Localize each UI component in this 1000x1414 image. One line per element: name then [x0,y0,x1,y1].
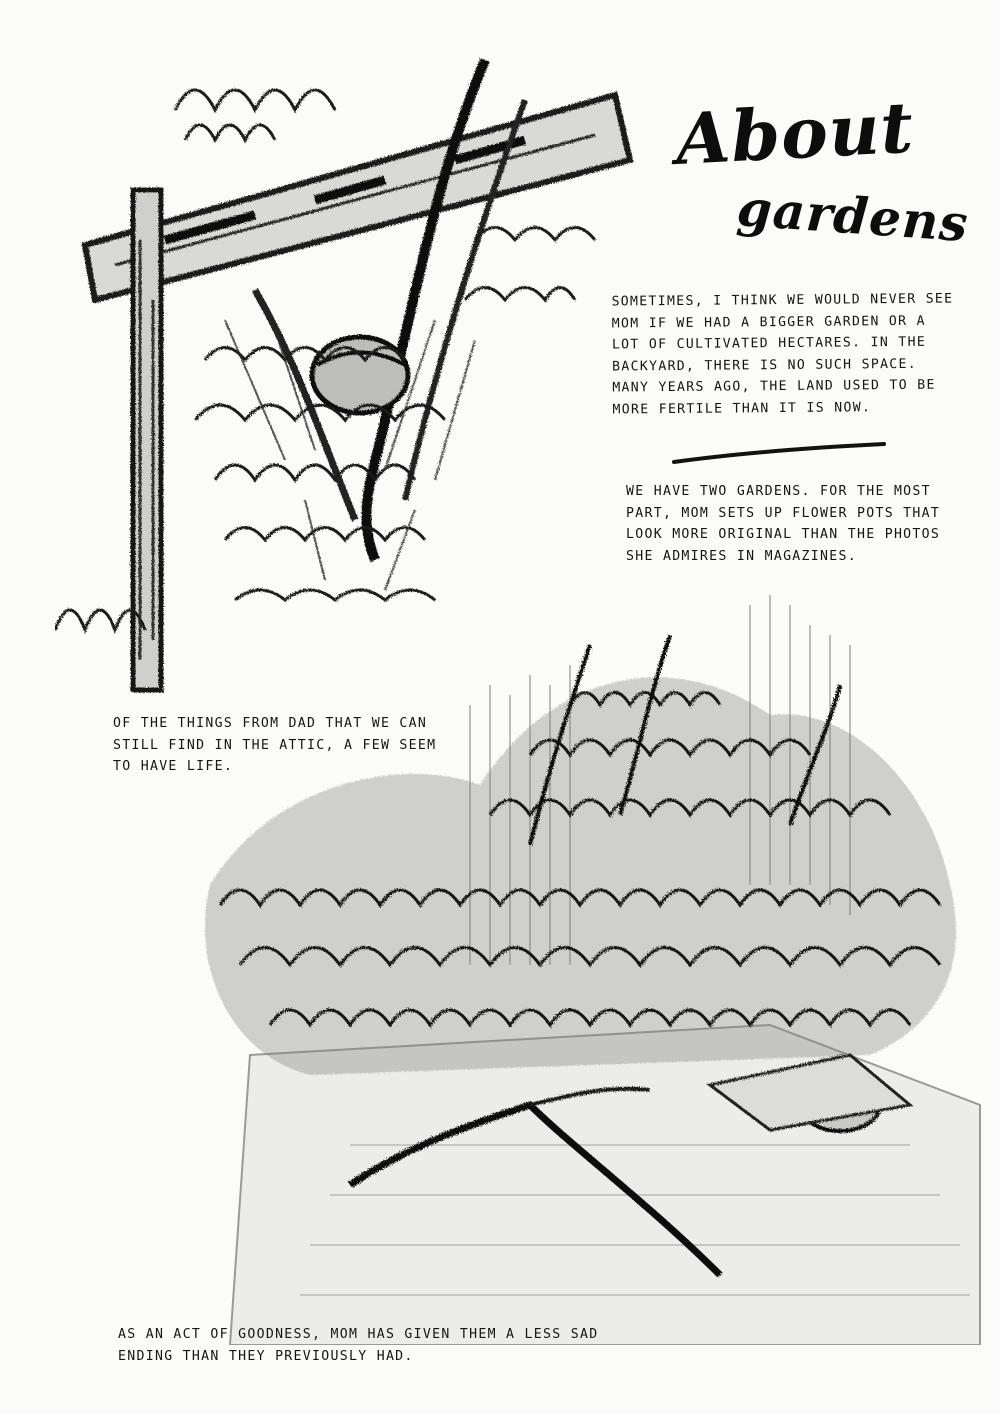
garden-bed-illustration [150,585,990,1345]
paragraph-sometimes: SOMETIMES, I THINK WE WOULD NEVER SEE MOM IF WE HAD A BIGGER GARDEN OR A LOT OF CULTIVATED HECTARES. IN THE BACKYARD, THERE IS NO SUCH SPACE. MANY YEARS AGO, THE LAND USED TO BE MORE FERTILE THAN IT IS NOW. [611,291,954,418]
page-title-line-1: About [673,85,916,181]
paragraph-attic: OF THE THINGS FROM DAD THAT WE CAN STILL FIND IN THE ATTIC, A FEW SEEM TO HAVE LIFE. [113,716,437,774]
paragraph-two-gardens: WE HAVE TWO GARDENS. FOR THE MOST PART, MOM SETS UP FLOWER POTS THAT LOOK MORE ORIGINAL THAN THE PHOTOS SHE ADMIRES IN MAGAZINES. [626,484,941,564]
paragraph-goodness: AS AN ACT OF GOODNESS, MOM HAS GIVEN THEM A LESS SAD ENDING THAN THEY PREVIOUSLY HAD. [118,1327,599,1364]
page-title-line-2: gardens [735,178,971,254]
divider-stroke [672,442,887,466]
